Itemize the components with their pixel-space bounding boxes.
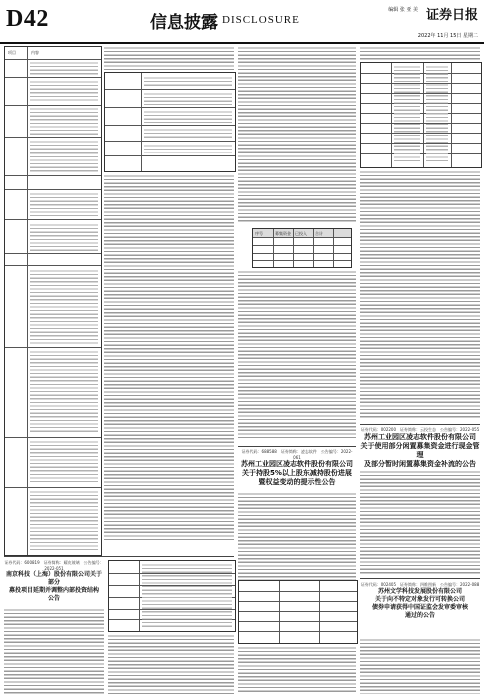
- section-title: 信息披露: [150, 13, 218, 33]
- section-title-en: DISCLOSURE: [222, 14, 300, 26]
- financial-table: [252, 228, 352, 268]
- text-block: [4, 608, 104, 694]
- table-header-cell: 项目: [8, 50, 16, 55]
- left-form-table: [4, 46, 102, 556]
- table-header-cell: 募集资金: [275, 231, 291, 236]
- table-header-cell: 已投入: [295, 231, 307, 236]
- stock-code: 证券代码：600819 证券简称：耀皮玻璃 公告编号：2022-051: [4, 560, 104, 571]
- announcement-title: 募投项目延期并调整内部投资结构: [8, 587, 99, 594]
- announcement-title: 公告: [47, 595, 60, 602]
- issue-date: 2022年 11月 15日 星期二: [417, 33, 478, 39]
- table-header-cell: 序号: [255, 231, 263, 236]
- announcement-title: 暨权益变动的提示性公告: [258, 478, 336, 486]
- stock-code: 证券代码：002200 证券简称：云投生态 公告编号：2022-055: [360, 427, 480, 432]
- text-block: [360, 170, 480, 418]
- announcement-card: [360, 582, 480, 634]
- announcement-card: [238, 449, 356, 489]
- announcement-title: 及部分暂时闲置募集资金补流的公告: [364, 460, 476, 468]
- announcement-title: 苏州工业园区凌志软件股份有限公司: [241, 460, 353, 468]
- text-block: [360, 638, 480, 694]
- announcement-title: 债券申请获得中国证监会发审委审核: [371, 604, 468, 611]
- table-header-cell: 内容: [31, 50, 39, 55]
- announcement-title: 南京科技（上海）股份有限公司关于部分: [5, 571, 102, 586]
- upper-middle-table: [104, 72, 236, 172]
- text-block: [108, 634, 234, 694]
- announcement-title: 关于向不特定对象发行可转换公司: [374, 596, 465, 603]
- text-block: [360, 470, 480, 574]
- bottom-right-table: [238, 580, 358, 644]
- text-block: [104, 46, 234, 70]
- text-block: [104, 174, 234, 542]
- announcement-title: 苏州工业园区凌志软件股份有限公司: [364, 433, 476, 441]
- announcement-title: 通过的公告: [404, 612, 435, 619]
- text-block: [360, 46, 480, 60]
- stock-code: 证券代码：002405 证券简称：四维图新 公告编号：2022-088: [360, 582, 480, 587]
- page-header: [0, 0, 484, 44]
- stock-code: 证券代码：688588 证券简称：凌志软件 公告编号：2022-061: [241, 449, 353, 460]
- announcement-card: [4, 560, 104, 604]
- text-block: [238, 270, 356, 440]
- editor-info: 编辑 张 亚 美: [388, 7, 418, 13]
- bottom-middle-table: [108, 560, 236, 632]
- announcement-title: 关于使用部分闲置募集资金进行现金管理: [360, 442, 480, 459]
- table-header-cell: 合计: [315, 231, 323, 236]
- announcement-title: 关于持股5%以上股东减持股份进展: [242, 469, 352, 477]
- text-block: [238, 646, 356, 694]
- page-number: D42: [6, 6, 49, 32]
- right-data-table: [360, 62, 482, 168]
- text-block: [238, 46, 356, 222]
- announcement-title: 苏州文学科技发展股份有限公司: [377, 588, 462, 595]
- newspaper-logo: 证券日报: [425, 8, 478, 23]
- announcement-card: [360, 427, 480, 467]
